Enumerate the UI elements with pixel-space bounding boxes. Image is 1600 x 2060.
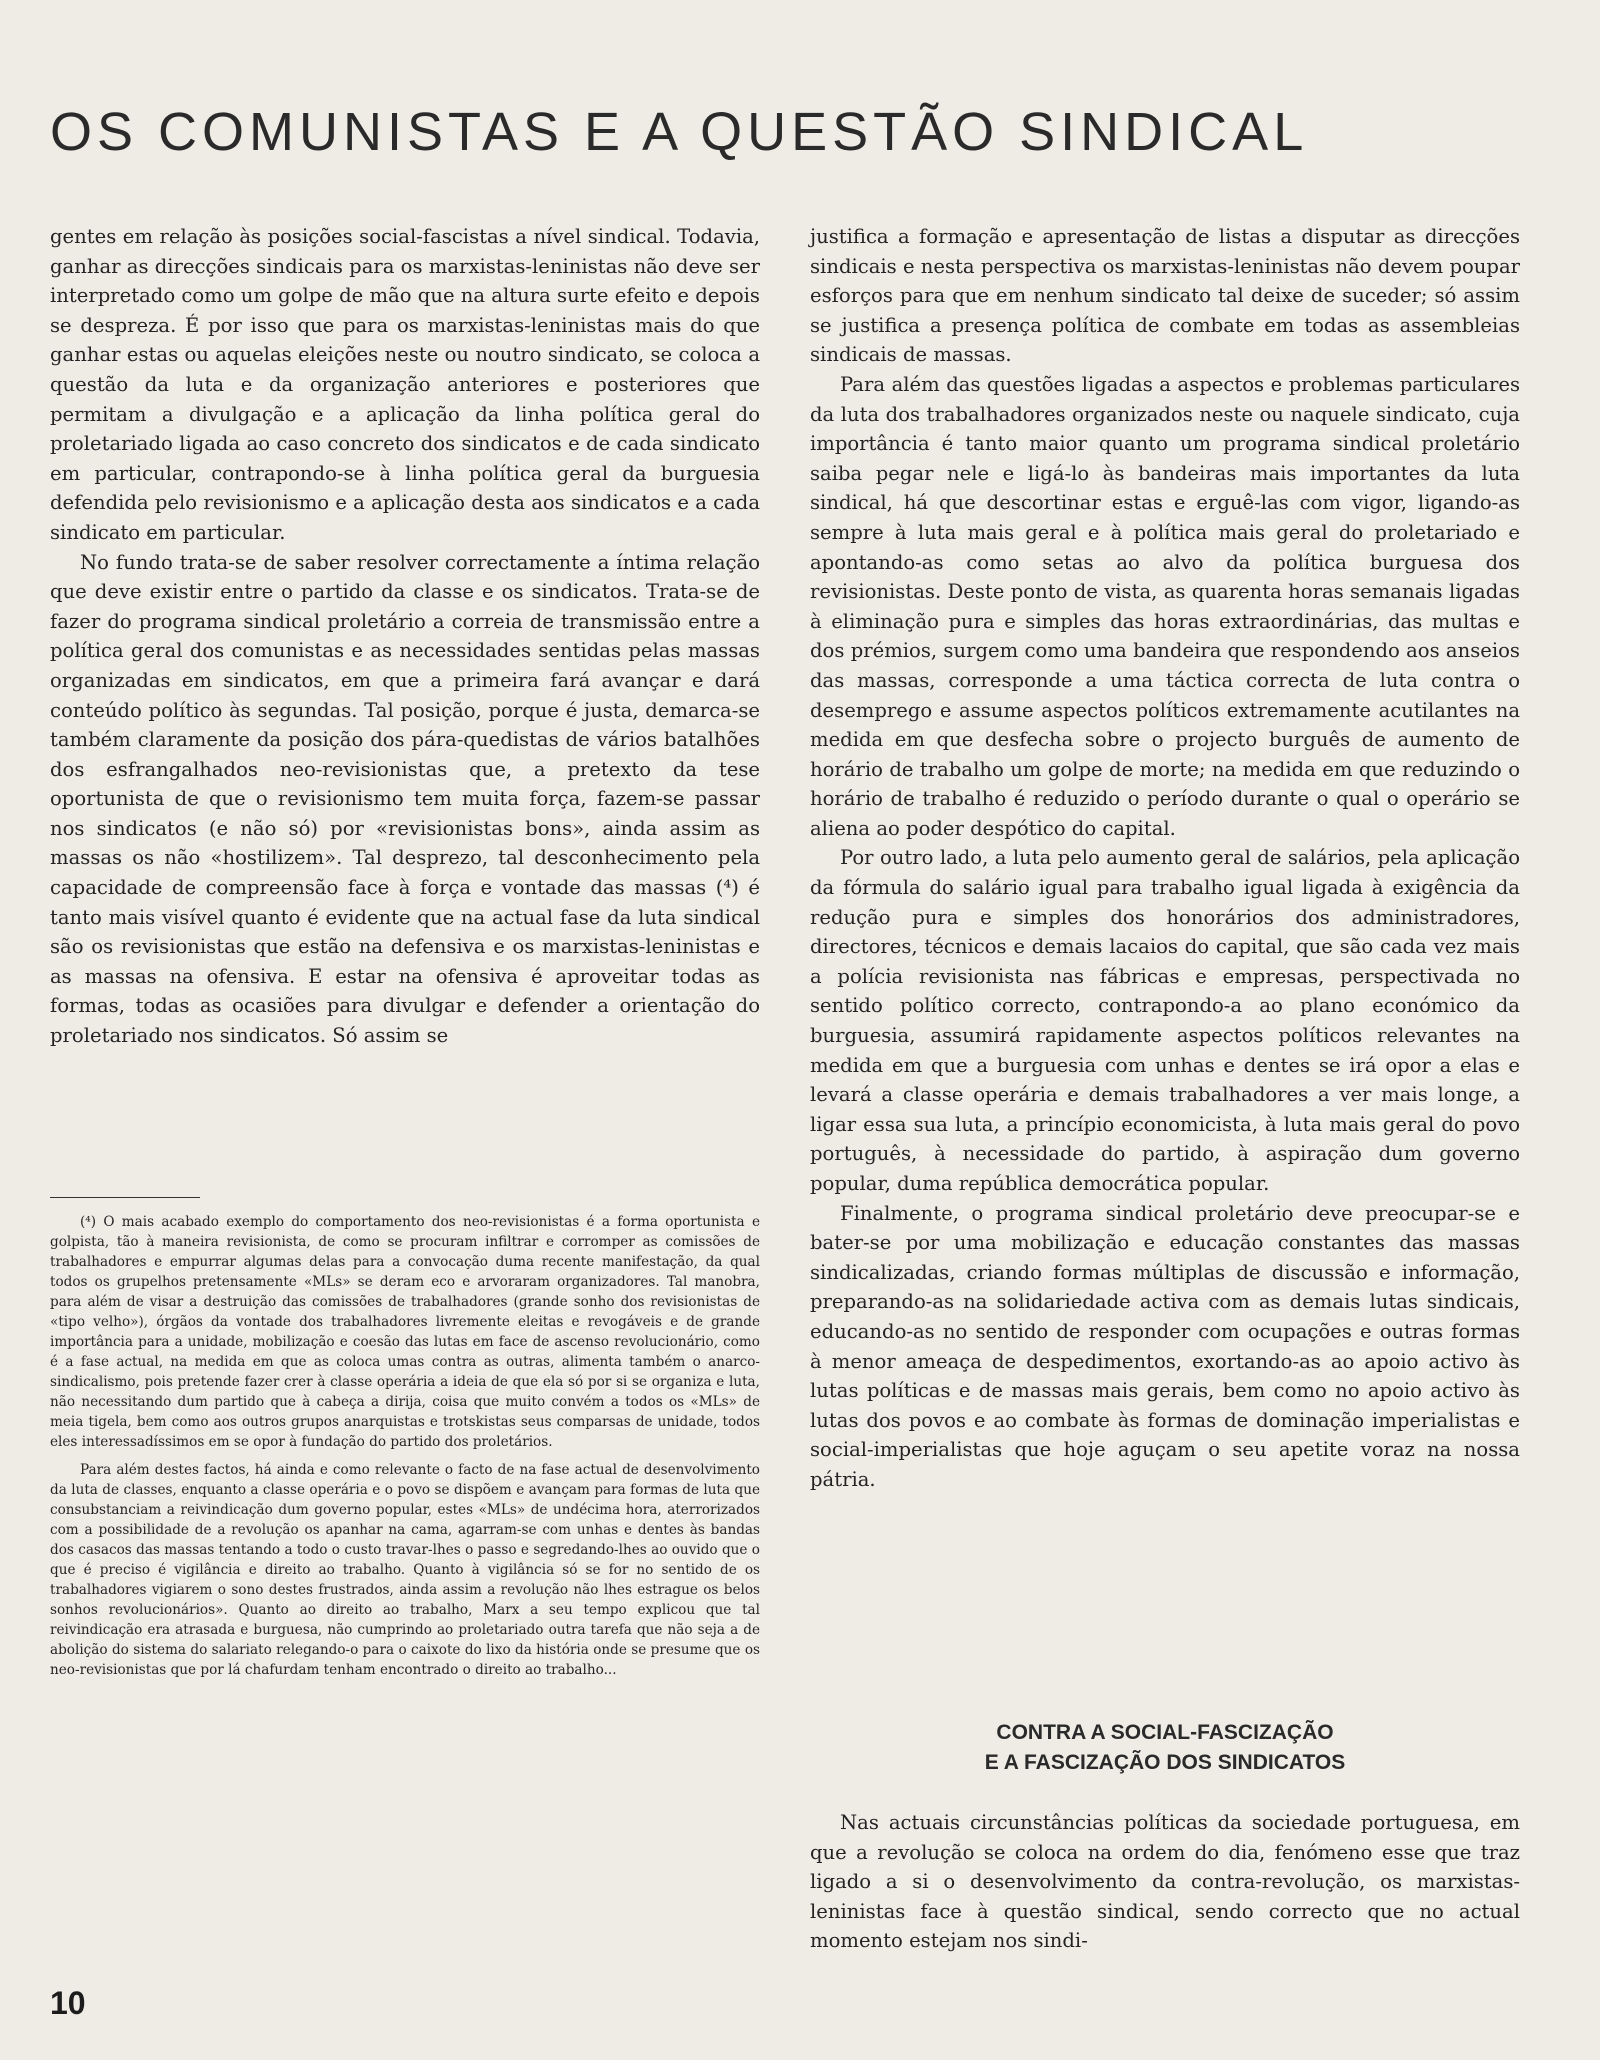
subheading-line: E A FASCIZAÇÃO DOS SINDICATOS — [984, 1751, 1346, 1774]
right-column-continued — [810, 1808, 1520, 1956]
page-title: OS COMUNISTAS E A QUESTÃO SINDICAL — [50, 102, 1309, 162]
body-paragraph: No fundo trata-se de saber resolver correctamente a íntima relação que deve existir entre o partido da classe e os sindicatos. Trata-se de fazer do programa sindical proletário a correia de transmissão entre a política geral dos comunistas e as necessidades sentidas pelas massas organizadas em sindicatos, em que a primeira fará avançar e dará conteúdo político às segundas. Tal posição, porque é justa, demarca-se também claramente da posição dos pára-quedistas de vários batalhões dos esfrangalhados neo-revisionistas que, a pretexto da tese oportunista de que o revisionismo tem muita força, fazem-se passar nos sindicatos (e não só) por «revisionistas bons», ainda assim as massas os não «hostilizem». Tal desprezo, tal desconhecimento pela capacidade de compreensão face à força e vontade das massas (⁴) é tanto mais visível quanto é evidente que na actual fase da luta sindical são os revisionistas que estão na defensiva e os marxistas-leninistas e as massas na ofensiva. E estar na ofensiva é aproveitar todas as formas, todas as ocasiões para divulgar e defender a orientação do proletariado nos sindicatos. Só assim se — [50, 550, 760, 1048]
body-paragraph: justifica a formação e apresentação de listas a disputar as direcções sindicais e nesta perspectiva os marxistas-leninistas não devem poupar esforços para que em nenhum sindicato tal deixe de suceder; só assim se justifica a presença política de combate em todas as assembleias sindicais de massas. — [810, 225, 1520, 367]
footnotes — [50, 1212, 760, 1688]
body-paragraph: Para além das questões ligadas a aspectos e problemas particulares da luta dos trabalhadores organizados neste ou naquele sindicato, cuja importância é tanto maior quanto um programa sindical proletário saiba pegar nele e ligá-lo às bandeiras mais importantes da luta sindical, há que descortinar estas e erguê-las com vigor, ligando-as sempre à luta mais geral e à política mais geral do proletariado e apontando-as como setas ao alvo da política burguesa dos revisionistas. Deste ponto de vista, as quarenta horas semanais ligadas à eliminação pura e simples das horas extraordinárias, das multas e dos prémios, surgem como uma bandeira que respondendo aos anseios das massas, corresponde a uma táctica correcta de luta contra o desemprego e assume aspectos políticos extremamente acutilantes na medida em que desfecha sobre o projecto burguês de aumento de horário de trabalho um golpe de morte; na medida em que reduzindo o horário de trabalho é reduzido o período durante o qual o operário se aliena ao poder despótico do capital. — [810, 372, 1520, 840]
body-paragraph: Por outro lado, a luta pelo aumento geral de salários, pela aplicação da fórmula do salário igual para trabalho igual ligada à exigência da redução pura e simples dos honorários dos administradores, directores, técnicos e demais lacaios do capital, que são cada vez mais a polícia revisionista nas fábricas e empresas, perspectivada no sentido político correcto, contrapondo-a ao plano económico da burguesia, assumirá rapidamente aspectos políticos relevantes na medida em que a burguesia com unhas e dentes se irá opor a elas e levará a classe operária e demais trabalhadores a ver mais longe, a ligar essa sua luta, a princípio economicista, à luta mais geral do povo português, à necessidade do partido, à aspiração dum governo popular, duma república democrática popular. — [810, 846, 1520, 1195]
left-column — [50, 222, 760, 1051]
footnote-paragraph: Para além destes factos, há ainda e como relevante o facto de na fase actual de desenvolvimento da luta de classes, enquanto a classe operária e o povo se dispõem e avançam para formas de luta que consubstanciam a reivindicação dum governo popular, estes «MLs» de undécima hora, aterrorizados com a possibilidade de a revolução os apanhar na cama, agarram-se com unhas e dentes às bandas dos casacos das massas tentando a todo o custo travar-lhes o passo e segredando-lhes ao ouvido que o que é preciso é vigilância e direito ao trabalho. Quanto à vigilância só se for no sentido de os trabalhadores vigiarem o sono destes frustrados, ainda assim a revolução não lhes estrague os belos sonhos revolucionários». Quanto ao direito ao trabalho, Marx a seu tempo explicou que tal reivindicação era atrasada e burguesa, não cumprindo ao proletariado outra tarefa que não seja a de abolição do sistema do salariato relegando-o para o caixote do lixo da história onde se presume que os neo-revisionistas que por lá chafurdam tenham encontrado o direito ao trabalho... — [50, 1462, 760, 1678]
right-column — [810, 222, 1520, 1495]
body-paragraph: gentes em relação às posições social-fascistas a nível sindical. Todavia, ganhar as direcções sindicais para os marxistas-leninistas não deve ser interpretado como um golpe de mão que na altura surte efeito e depois se despreza. É por isso que para os marxistas-leninistas mais do que ganhar estas ou aquelas eleições neste ou noutro sindicato, se coloca a questão da luta e da organização anteriores e posteriores que permitam a divulgação e a aplicação da linha política geral do proletariado ligada ao caso concreto dos sindicatos e de cada sindicato em particular, contrapondo-se à linha política geral da burguesia defendida pelo revisionismo e a aplicação desta aos sindicatos e a cada sindicato em particular. — [50, 225, 760, 544]
footnote-paragraph: (⁴) O mais acabado exemplo do comportamento dos neo-revisionistas é a forma oportunista e golpista, tão à maneira revisionista, de como se procuram infiltrar e corromper as comissões de trabalhadores e empurrar algumas delas para a convocação duma recente manifestação, da qual todos os grupelhos pretensamente «MLs» se deram eco e arvoraram organizadores. Tal manobra, para além de visar a destruição das comissões de trabalhadores (grande sonho dos revisionistas de «tipo velho»), órgãos da vontade dos trabalhadores livremente eleitas e revogáveis e de grande importância para a unidade, mobilização e coesão das lutas em face de ascenso revolucionário, como é a fase actual, na medida em que as coloca umas contra as outras, alimenta também o anarco-sindicalismo, pois pretende fazer crer à classe operária a ideia de que ela só por si se organiza e luta, não necessitando dum partido que à cabeça a dirija, coisa que muito convém a todos os «MLs» de meia tigela, bem como aos outros grupos anarquistas e trotskistas seus comparsas de unidade, todos eles interessadíssimos em se opor à fundação do partido dos proletários. — [50, 1214, 760, 1450]
body-paragraph: Finalmente, o programa sindical proletário deve preocupar-se e bater-se por uma mobilização e educação constantes das massas sindicalizadas, criando formas múltiplas de discussão e informação, preparando-as na solidariedade activa com as demais lutas sindicais, educando-as no sentido de responder com ocupações e outras formas à menor ameaça de despedimentos, exortando-as ao apoio activo às lutas políticas e de massas mais gerais, bem como no apoio activo às lutas dos povos e ao combate às formas de dominação imperialistas e social-imperialistas que hoje aguçam o seu apetite voraz na nossa pátria. — [810, 1201, 1520, 1491]
subheading-line: CONTRA A SOCIAL-FASCIZAÇÃO — [996, 1721, 1334, 1744]
page-number: 10 — [50, 1985, 86, 2021]
body-paragraph: Nas actuais circunstâncias políticas da sociedade portuguesa, em que a revolução se coloca na ordem do dia, fenómeno esse que traz ligado a si o desenvolvimento da contra-revolução, os marxistas-leninistas face à questão sindical, sendo correcto que no actual momento estejam nos sindi- — [810, 1811, 1520, 1953]
footnote-divider — [50, 1197, 200, 1198]
section-subheading — [810, 1718, 1520, 1778]
